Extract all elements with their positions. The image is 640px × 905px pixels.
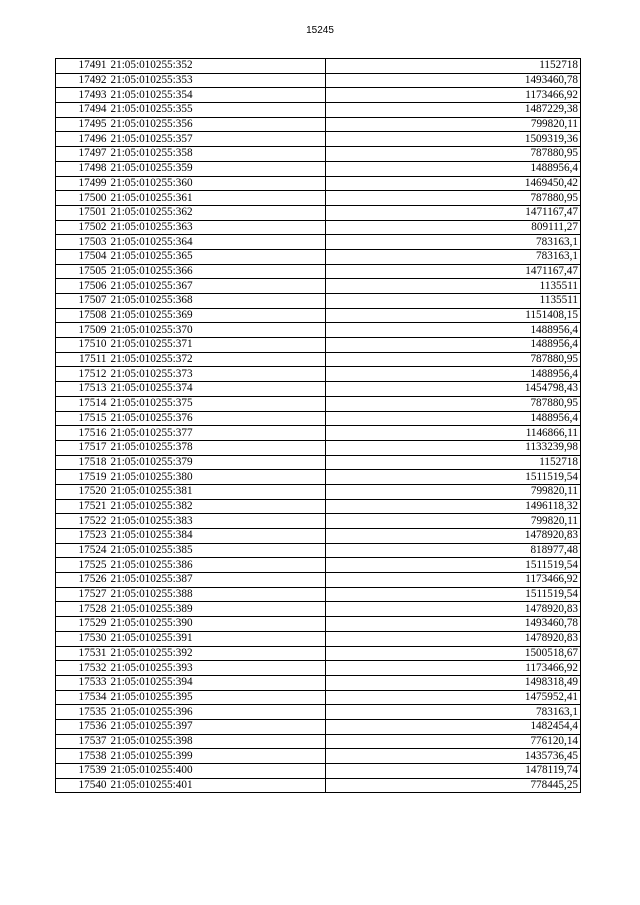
row-number-cell: 17527: [56, 587, 109, 602]
cadastral-number-cell: 21:05:010255:388: [109, 587, 326, 602]
value-cell: 1146866,11: [326, 426, 581, 441]
value-cell: 799820,11: [326, 514, 581, 529]
cadastral-number-cell: 21:05:010255:373: [109, 367, 326, 382]
table-row: [56, 220, 581, 235]
value-cell: 1135511: [326, 294, 581, 309]
table-row: [56, 352, 581, 367]
value-cell: 1478920,83: [326, 602, 581, 617]
value-cell: 1488956,4: [326, 367, 581, 382]
table-row: [56, 529, 581, 544]
value-cell: 1133239,98: [326, 440, 581, 455]
table-row: [56, 59, 581, 74]
row-number-cell: 17534: [56, 690, 109, 705]
row-number-cell: 17526: [56, 573, 109, 588]
value-cell: 1488956,4: [326, 338, 581, 353]
value-cell: 787880,95: [326, 396, 581, 411]
row-number-cell: 17505: [56, 264, 109, 279]
value-cell: 1478920,83: [326, 631, 581, 646]
row-number-cell: 17504: [56, 249, 109, 264]
value-cell: 1496118,32: [326, 499, 581, 514]
cadastral-number-cell: 21:05:010255:387: [109, 573, 326, 588]
table-row: [56, 719, 581, 734]
cadastral-number-cell: 21:05:010255:386: [109, 558, 326, 573]
registry-table: [55, 58, 581, 793]
value-cell: 1488956,4: [326, 411, 581, 426]
cadastral-number-cell: 21:05:010255:371: [109, 338, 326, 353]
value-cell: 1471167,47: [326, 205, 581, 220]
table-row: [56, 132, 581, 147]
page-number: 15245: [306, 25, 334, 36]
row-number-cell: 17495: [56, 117, 109, 132]
table-row: [56, 558, 581, 573]
row-number-cell: 17496: [56, 132, 109, 147]
row-number-cell: 17517: [56, 440, 109, 455]
cadastral-number-cell: 21:05:010255:354: [109, 88, 326, 103]
table-row: [56, 514, 581, 529]
value-cell: 1173466,92: [326, 573, 581, 588]
row-number-cell: 17539: [56, 764, 109, 779]
row-number-cell: 17515: [56, 411, 109, 426]
cadastral-number-cell: 21:05:010255:365: [109, 249, 326, 264]
row-number-cell: 17509: [56, 323, 109, 338]
table-row: [56, 602, 581, 617]
cadastral-number-cell: 21:05:010255:364: [109, 235, 326, 250]
row-number-cell: 17528: [56, 602, 109, 617]
value-cell: 1173466,92: [326, 88, 581, 103]
cadastral-number-cell: 21:05:010255:384: [109, 529, 326, 544]
cadastral-number-cell: 21:05:010255:361: [109, 191, 326, 206]
row-number-cell: 17512: [56, 367, 109, 382]
cadastral-number-cell: 21:05:010255:359: [109, 161, 326, 176]
value-cell: 1509319,36: [326, 132, 581, 147]
value-cell: 783163,1: [326, 705, 581, 720]
table-row: [56, 426, 581, 441]
table-row: [56, 147, 581, 162]
cadastral-number-cell: 21:05:010255:369: [109, 308, 326, 323]
row-number-cell: 17522: [56, 514, 109, 529]
row-number-cell: 17506: [56, 279, 109, 294]
value-cell: 1511519,54: [326, 587, 581, 602]
value-cell: 1475952,41: [326, 690, 581, 705]
cadastral-number-cell: 21:05:010255:355: [109, 103, 326, 118]
cadastral-number-cell: 21:05:010255:370: [109, 323, 326, 338]
cadastral-number-cell: 21:05:010255:395: [109, 690, 326, 705]
cadastral-number-cell: 21:05:010255:360: [109, 176, 326, 191]
cadastral-number-cell: 21:05:010255:385: [109, 543, 326, 558]
cadastral-number-cell: 21:05:010255:397: [109, 719, 326, 734]
cadastral-number-cell: 21:05:010255:372: [109, 352, 326, 367]
value-cell: 1493460,78: [326, 617, 581, 632]
cadastral-number-cell: 21:05:010255:398: [109, 734, 326, 749]
row-number-cell: 17521: [56, 499, 109, 514]
value-cell: 778445,25: [326, 778, 581, 793]
table-row: [56, 661, 581, 676]
table-row: [56, 205, 581, 220]
row-number-cell: 17494: [56, 103, 109, 118]
value-cell: 1435736,45: [326, 749, 581, 764]
cadastral-number-cell: 21:05:010255:376: [109, 411, 326, 426]
value-cell: 1493460,78: [326, 73, 581, 88]
cadastral-number-cell: 21:05:010255:392: [109, 646, 326, 661]
cadastral-number-cell: 21:05:010255:366: [109, 264, 326, 279]
cadastral-number-cell: 21:05:010255:356: [109, 117, 326, 132]
row-number-cell: 17532: [56, 661, 109, 676]
table-row: [56, 161, 581, 176]
cadastral-number-cell: 21:05:010255:400: [109, 764, 326, 779]
table-row: [56, 411, 581, 426]
row-number-cell: 17493: [56, 88, 109, 103]
cadastral-number-cell: 21:05:010255:379: [109, 455, 326, 470]
table-row: [56, 764, 581, 779]
cadastral-number-cell: 21:05:010255:393: [109, 661, 326, 676]
cadastral-number-cell: 21:05:010255:389: [109, 602, 326, 617]
cadastral-number-cell: 21:05:010255:368: [109, 294, 326, 309]
row-number-cell: 17540: [56, 778, 109, 793]
value-cell: 1478920,83: [326, 529, 581, 544]
table-row: [56, 617, 581, 632]
cadastral-number-cell: 21:05:010255:377: [109, 426, 326, 441]
row-number-cell: 17491: [56, 59, 109, 74]
value-cell: 1173466,92: [326, 661, 581, 676]
value-cell: 787880,95: [326, 147, 581, 162]
cadastral-number-cell: 21:05:010255:374: [109, 382, 326, 397]
value-cell: 1482454,4: [326, 719, 581, 734]
cadastral-number-cell: 21:05:010255:381: [109, 484, 326, 499]
table-row: [56, 367, 581, 382]
row-number-cell: 17500: [56, 191, 109, 206]
row-number-cell: 17513: [56, 382, 109, 397]
row-number-cell: 17511: [56, 352, 109, 367]
table-row: [56, 235, 581, 250]
value-cell: 1471167,47: [326, 264, 581, 279]
cadastral-number-cell: 21:05:010255:375: [109, 396, 326, 411]
cadastral-number-cell: 21:05:010255:391: [109, 631, 326, 646]
row-number-cell: 17518: [56, 455, 109, 470]
cadastral-number-cell: 21:05:010255:357: [109, 132, 326, 147]
row-number-cell: 17516: [56, 426, 109, 441]
table-row: [56, 279, 581, 294]
value-cell: 787880,95: [326, 352, 581, 367]
table-row: [56, 308, 581, 323]
value-cell: 1488956,4: [326, 161, 581, 176]
cadastral-number-cell: 21:05:010255:394: [109, 675, 326, 690]
table-row: [56, 675, 581, 690]
value-cell: 1478119,74: [326, 764, 581, 779]
value-cell: 783163,1: [326, 249, 581, 264]
table-row: [56, 646, 581, 661]
table-row: [56, 499, 581, 514]
row-number-cell: 17529: [56, 617, 109, 632]
table-row: [56, 705, 581, 720]
cadastral-number-cell: 21:05:010255:353: [109, 73, 326, 88]
value-cell: 787880,95: [326, 191, 581, 206]
value-cell: 1152718: [326, 59, 581, 74]
table-row: [56, 323, 581, 338]
row-number-cell: 17524: [56, 543, 109, 558]
row-number-cell: 17498: [56, 161, 109, 176]
table-row: [56, 382, 581, 397]
row-number-cell: 17508: [56, 308, 109, 323]
table-row: [56, 338, 581, 353]
table-row: [56, 117, 581, 132]
value-cell: 809111,27: [326, 220, 581, 235]
table-row: [56, 470, 581, 485]
value-cell: 799820,11: [326, 484, 581, 499]
cadastral-number-cell: 21:05:010255:396: [109, 705, 326, 720]
value-cell: 1500518,67: [326, 646, 581, 661]
cadastral-number-cell: 21:05:010255:367: [109, 279, 326, 294]
row-number-cell: 17510: [56, 338, 109, 353]
table-row: [56, 631, 581, 646]
cadastral-number-cell: 21:05:010255:382: [109, 499, 326, 514]
row-number-cell: 17535: [56, 705, 109, 720]
value-cell: 1498318,49: [326, 675, 581, 690]
table-row: [56, 264, 581, 279]
value-cell: 1511519,54: [326, 558, 581, 573]
value-cell: 783163,1: [326, 235, 581, 250]
table-row: [56, 103, 581, 118]
row-number-cell: 17519: [56, 470, 109, 485]
row-number-cell: 17497: [56, 147, 109, 162]
table-row: [56, 88, 581, 103]
value-cell: 1511519,54: [326, 470, 581, 485]
cadastral-number-cell: 21:05:010255:401: [109, 778, 326, 793]
row-number-cell: 17520: [56, 484, 109, 499]
row-number-cell: 17507: [56, 294, 109, 309]
row-number-cell: 17538: [56, 749, 109, 764]
value-cell: 1152718: [326, 455, 581, 470]
value-cell: 1488956,4: [326, 323, 581, 338]
table-row: [56, 294, 581, 309]
table-row: [56, 249, 581, 264]
row-number-cell: 17499: [56, 176, 109, 191]
cadastral-number-cell: 21:05:010255:383: [109, 514, 326, 529]
value-cell: 1151408,15: [326, 308, 581, 323]
value-cell: 1135511: [326, 279, 581, 294]
table-row: [56, 191, 581, 206]
value-cell: 799820,11: [326, 117, 581, 132]
table-row: [56, 778, 581, 793]
table-row: [56, 455, 581, 470]
value-cell: 776120,14: [326, 734, 581, 749]
table-row: [56, 440, 581, 455]
table-row: [56, 749, 581, 764]
table-row: [56, 587, 581, 602]
value-cell: 1487229,38: [326, 103, 581, 118]
value-cell: 1454798,43: [326, 382, 581, 397]
cadastral-number-cell: 21:05:010255:380: [109, 470, 326, 485]
row-number-cell: 17536: [56, 719, 109, 734]
row-number-cell: 17537: [56, 734, 109, 749]
row-number-cell: 17514: [56, 396, 109, 411]
table-row: [56, 484, 581, 499]
cadastral-number-cell: 21:05:010255:352: [109, 59, 326, 74]
row-number-cell: 17531: [56, 646, 109, 661]
row-number-cell: 17492: [56, 73, 109, 88]
table-row: [56, 176, 581, 191]
table-row: [56, 734, 581, 749]
row-number-cell: 17525: [56, 558, 109, 573]
table-row: [56, 573, 581, 588]
cadastral-number-cell: 21:05:010255:363: [109, 220, 326, 235]
row-number-cell: 17530: [56, 631, 109, 646]
cadastral-number-cell: 21:05:010255:362: [109, 205, 326, 220]
value-cell: 1469450,42: [326, 176, 581, 191]
row-number-cell: 17501: [56, 205, 109, 220]
row-number-cell: 17503: [56, 235, 109, 250]
cadastral-number-cell: 21:05:010255:399: [109, 749, 326, 764]
table-row: [56, 396, 581, 411]
row-number-cell: 17523: [56, 529, 109, 544]
table-row: [56, 543, 581, 558]
cadastral-number-cell: 21:05:010255:358: [109, 147, 326, 162]
table-row: [56, 73, 581, 88]
cadastral-number-cell: 21:05:010255:378: [109, 440, 326, 455]
cadastral-number-cell: 21:05:010255:390: [109, 617, 326, 632]
row-number-cell: 17533: [56, 675, 109, 690]
row-number-cell: 17502: [56, 220, 109, 235]
table-row: [56, 690, 581, 705]
value-cell: 818977,48: [326, 543, 581, 558]
registry-table-body: [56, 59, 581, 793]
